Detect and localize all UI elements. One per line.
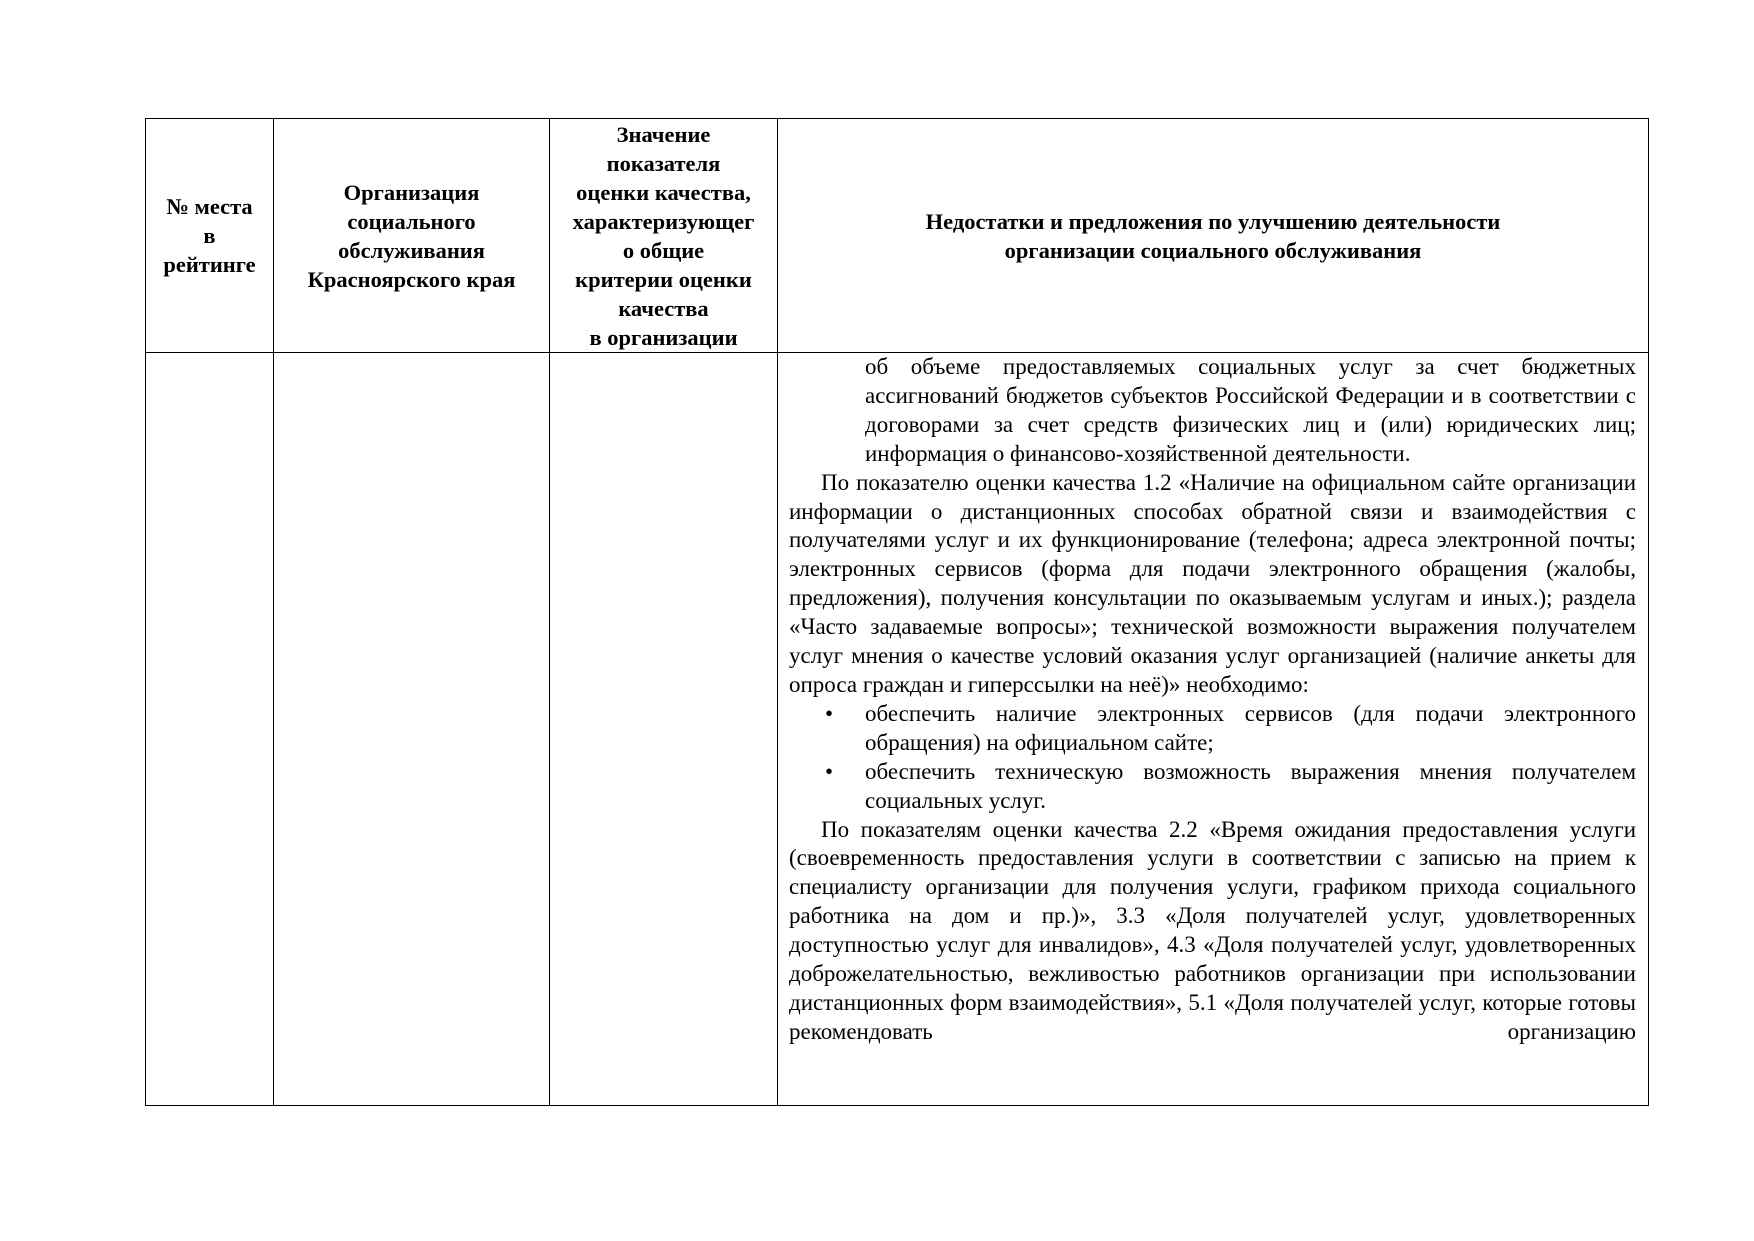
header-organization-line: Организация [343, 179, 480, 205]
bullet-marker: • [825, 700, 834, 726]
rating-table [145, 118, 1649, 1106]
header-organization-line: обслуживания [338, 237, 485, 263]
paragraph-indicators-2-2-5-1: По показателям оценки качества 2.2 «Время ожидания предоставления услуги (своевременность предоставления услуги в соответствии с записью на прием к специалисту организации для получения услуги, графиком прихода социального работника на дом и пр.)», 3.3 «Доля получателей услуг, удовлетворенных доступностью услуг для инвалидов», 4.3 «Доля получателей услуг, удовлетворенных доброжелательностью, вежливостью работников организации при использовании дистанционных форм взаимодействия», 5.1 «Доля получателей услуг, которые готовы рекомендовать организацию [789, 816, 1636, 1044]
bullet-text: обеспечить наличие электронных сервисов (для подачи электронного обращения) на официальном сайте; [865, 700, 1636, 755]
header-shortcomings-line: организации социального обслуживания [1004, 237, 1422, 263]
header-value-line: характеризующег [572, 208, 755, 234]
header-rank-line: рейтинге [163, 252, 256, 277]
cell-shortcomings [778, 353, 1649, 1106]
cell-organization [274, 353, 550, 1106]
table-row [146, 353, 1649, 1106]
header-row [146, 119, 1649, 353]
header-shortcomings-line: Недостатки и предложения по улучшению деятельности [925, 208, 1501, 234]
header-shortcomings [778, 119, 1649, 353]
header-organization [274, 119, 550, 353]
continued-list-item: об объеме предоставляемых социальных услуг за счет бюджетных ассигнований бюджетов субъектов Российской Федерации и в соответствии с договорами за счет средств физических лиц и (или) юридических лиц; информация о финансово-хозяйственной деятельности. [865, 354, 1636, 466]
header-value-line: качества [618, 295, 709, 321]
header-value-line: критерии оценки [575, 266, 752, 292]
header-organization-line: Красноярского края [307, 266, 516, 292]
header-value-line: о общие [622, 237, 705, 263]
header-value [550, 119, 778, 353]
cell-value [550, 353, 778, 1106]
header-rank [146, 119, 274, 353]
header-value-line: показателя [606, 150, 721, 176]
bullet-item [789, 758, 1636, 816]
paragraph-indicator-1-2: По показателю оценки качества 1.2 «Наличие на официальном сайте организации информации о дистанционных способах обратной связи и взаимодействия с получателями услуг и их функционирование (телефона; адреса электронной почты; электронных сервисов (форма для подачи электронного обращения (жалобы, предложения), получения консультации по оказываемым услугам и иных.); раздела «Часто задаваемые вопросы»; технической возможности выражения получателем услуг мнения о качестве условий оказания услуг организацией (наличие анкеты для опроса граждан и гиперссылки на неё)» необходимо: [789, 469, 1636, 697]
header-rank-line: в [203, 223, 216, 248]
bullet-marker: • [825, 758, 834, 784]
cell-rank [146, 353, 274, 1106]
header-value-line: в организации [589, 324, 738, 350]
bullet-text: обеспечить техническую возможность выражения мнения получателем социальных услуг. [865, 758, 1636, 813]
header-value-line: Значение [616, 121, 711, 147]
bullet-item [789, 700, 1636, 758]
header-rank-line: № места [166, 194, 253, 219]
header-value-line: оценки качества, [576, 179, 751, 205]
header-organization-line: социального [347, 208, 476, 234]
